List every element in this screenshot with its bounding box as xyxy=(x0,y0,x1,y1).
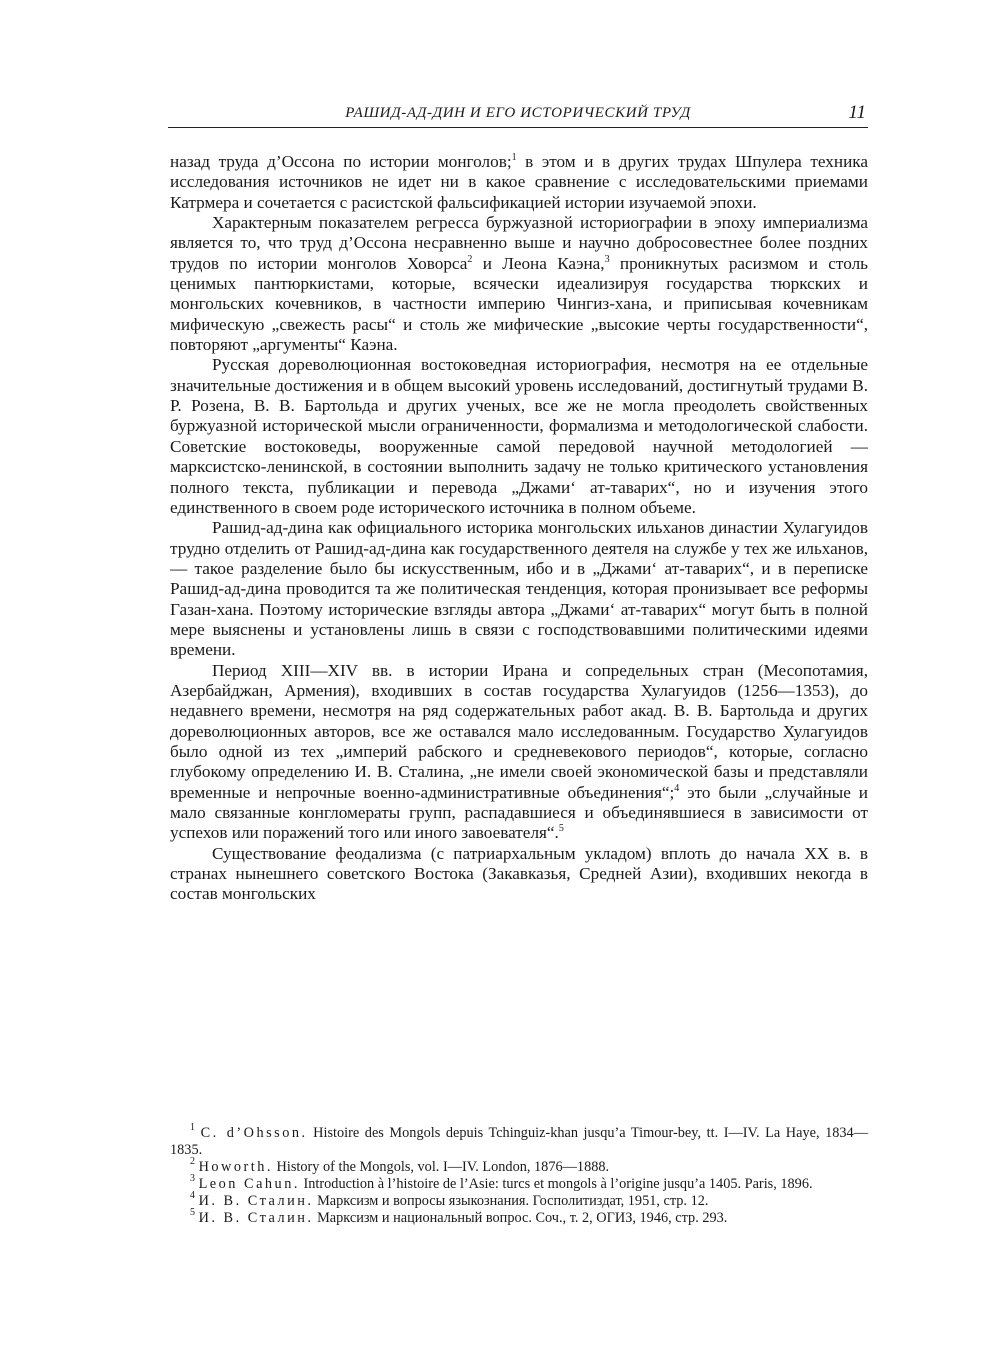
page-header xyxy=(168,103,868,128)
footnote-ref: 4 xyxy=(674,782,680,794)
footnote-ref: 1 xyxy=(511,152,517,163)
paragraph: Рашид-ад-дина как официального историка монгольских ильханов династии Хулагуидов трудно отделить от Рашид-ад-дина как государственного деятеля на службе у тех же ильханов, — такое разделение было бы искусственным, ибо и в „Джами‘ ат-таварих“, и в переписке Рашид-ад-дина проводится та же политическая тенденция, которая пронизывает все реформы Газан-хана. Поэтому исторические взгляды автора „Джами‘ ат-таварих“ могут быть в полной мере выяснены и установлены лишь в связи с господствовавшими политическими идеями времени. xyxy=(170,518,868,660)
paragraph: назад труда д’Оссона по истории монголов;$^1$ в этом и в других трудах Шпулера техника исследования источников не идет ни в какое сравнение с исследовательскими приемами Катрмера и сочетается с расистской фальсификацией истории изучаемой эпохи. xyxy=(170,152,868,212)
footnote: $^3$ Leon Cahun. Introduction à l’histoire de l’Asie: turcs et mongols à l’origine jusqu’a 1405. Paris, 1896. xyxy=(190,1173,813,1193)
footnotes xyxy=(170,1122,868,1228)
footnote-ref: 3 xyxy=(604,253,610,265)
footnote: $^1$ C. d’Ohsson. Histoire des Mongols depuis Tchinguiz-khan jusqu’a Timour-bey, tt. I—IV. La Haye, 1834—1835. xyxy=(170,1122,868,1159)
footnote-ref: 2 xyxy=(467,253,473,265)
footnote-ref: 5 xyxy=(558,823,564,835)
paragraph: Существование феодализма (с патриархальным укладом) вплоть до начала XX в. в странах нынешнего советского Востока (Закавказья, Средней Азии), входивших некогда в состав монгольских xyxy=(170,843,868,904)
footnote: $^2$ Howorth. History of the Mongols, vol. I—IV. London, 1876—1888. xyxy=(190,1156,610,1176)
footnote: $^4$ И. В. Сталин. Марксизм и вопросы языкознания. Госполитиздат, 1951, стр. 12. xyxy=(190,1190,709,1210)
running-title: РАШИД-АД-ДИН И ЕГО ИСТОРИЧЕСКИЙ ТРУД xyxy=(345,105,691,121)
paragraph: Период XIII—XIV вв. в истории Ирана и сопредельных стран (Месопотамия, Азербайджан, Армения), входивших в состав государства Хулагуидов (1256—1353), до недавнего времени, несмотря на ряд содержательных работ акад. В. В. Бартольда и других дореволюционных авторов, все же оставался мало исследованным. Государство Хулагуидов было одной из тех „империй рабского и средневекового периодов“, которые, согласно глубокому определению И. В. Сталина, „не имели своей экономической базы и представляли временные и непрочные военно-административные объединения“;$^4$ это были „случайные и мало связанные конгломераты групп, распадавшиеся и объединявшиеся в зависимости от успехов или поражений того или иного завоевателя“.$^5$ xyxy=(170,660,868,843)
paragraph: Характерным показателем регресса буржуазной историографии в эпоху империализма является то, что труд д’Оссона несравненно выше и научно добросовестнее более поздних трудов по истории монголов Ховорса$^2$ и Леона Каэна,$^3$ проникнутых расизмом и столь ценимых пантюркистами, которые, всячески идеализируя государства тюркских и монгольских кочевников, в частности империю Чингиз-хана, и приписывая кочевникам мифическую „свежесть расы“ и столь же мифические „высокие черты государственности“, повторяют „аргументы“ Каэна. xyxy=(170,213,869,355)
page-number: 11 xyxy=(848,102,866,123)
paragraph: Русская дореволюционная востоковедная историография, несмотря на ее отдельные значительные достижения и в общем высокий уровень исследований, достигнутый трудами В. Р. Розена, В. В. Бартольда и других ученых, все же не могла преодолеть свойственных буржуазной исторической мысли ограниченности, формализма и методологической слабости. Советские востоковеды, вооруженные самой передовой научной методологией — марксистско-ленинской, в состоянии выполнить задачу не только критического установления полного текста, публикации и перевода „Джами‘ ат-таварих“, но и изучения этого единственного в своем роде исторического источника в полном объеме. xyxy=(170,355,868,517)
footnote: $^5$ И. В. Сталин. Марксизм и национальный вопрос. Соч., т. 2, ОГИЗ, 1946, стр. 293. xyxy=(190,1207,728,1227)
main-text xyxy=(170,152,868,905)
